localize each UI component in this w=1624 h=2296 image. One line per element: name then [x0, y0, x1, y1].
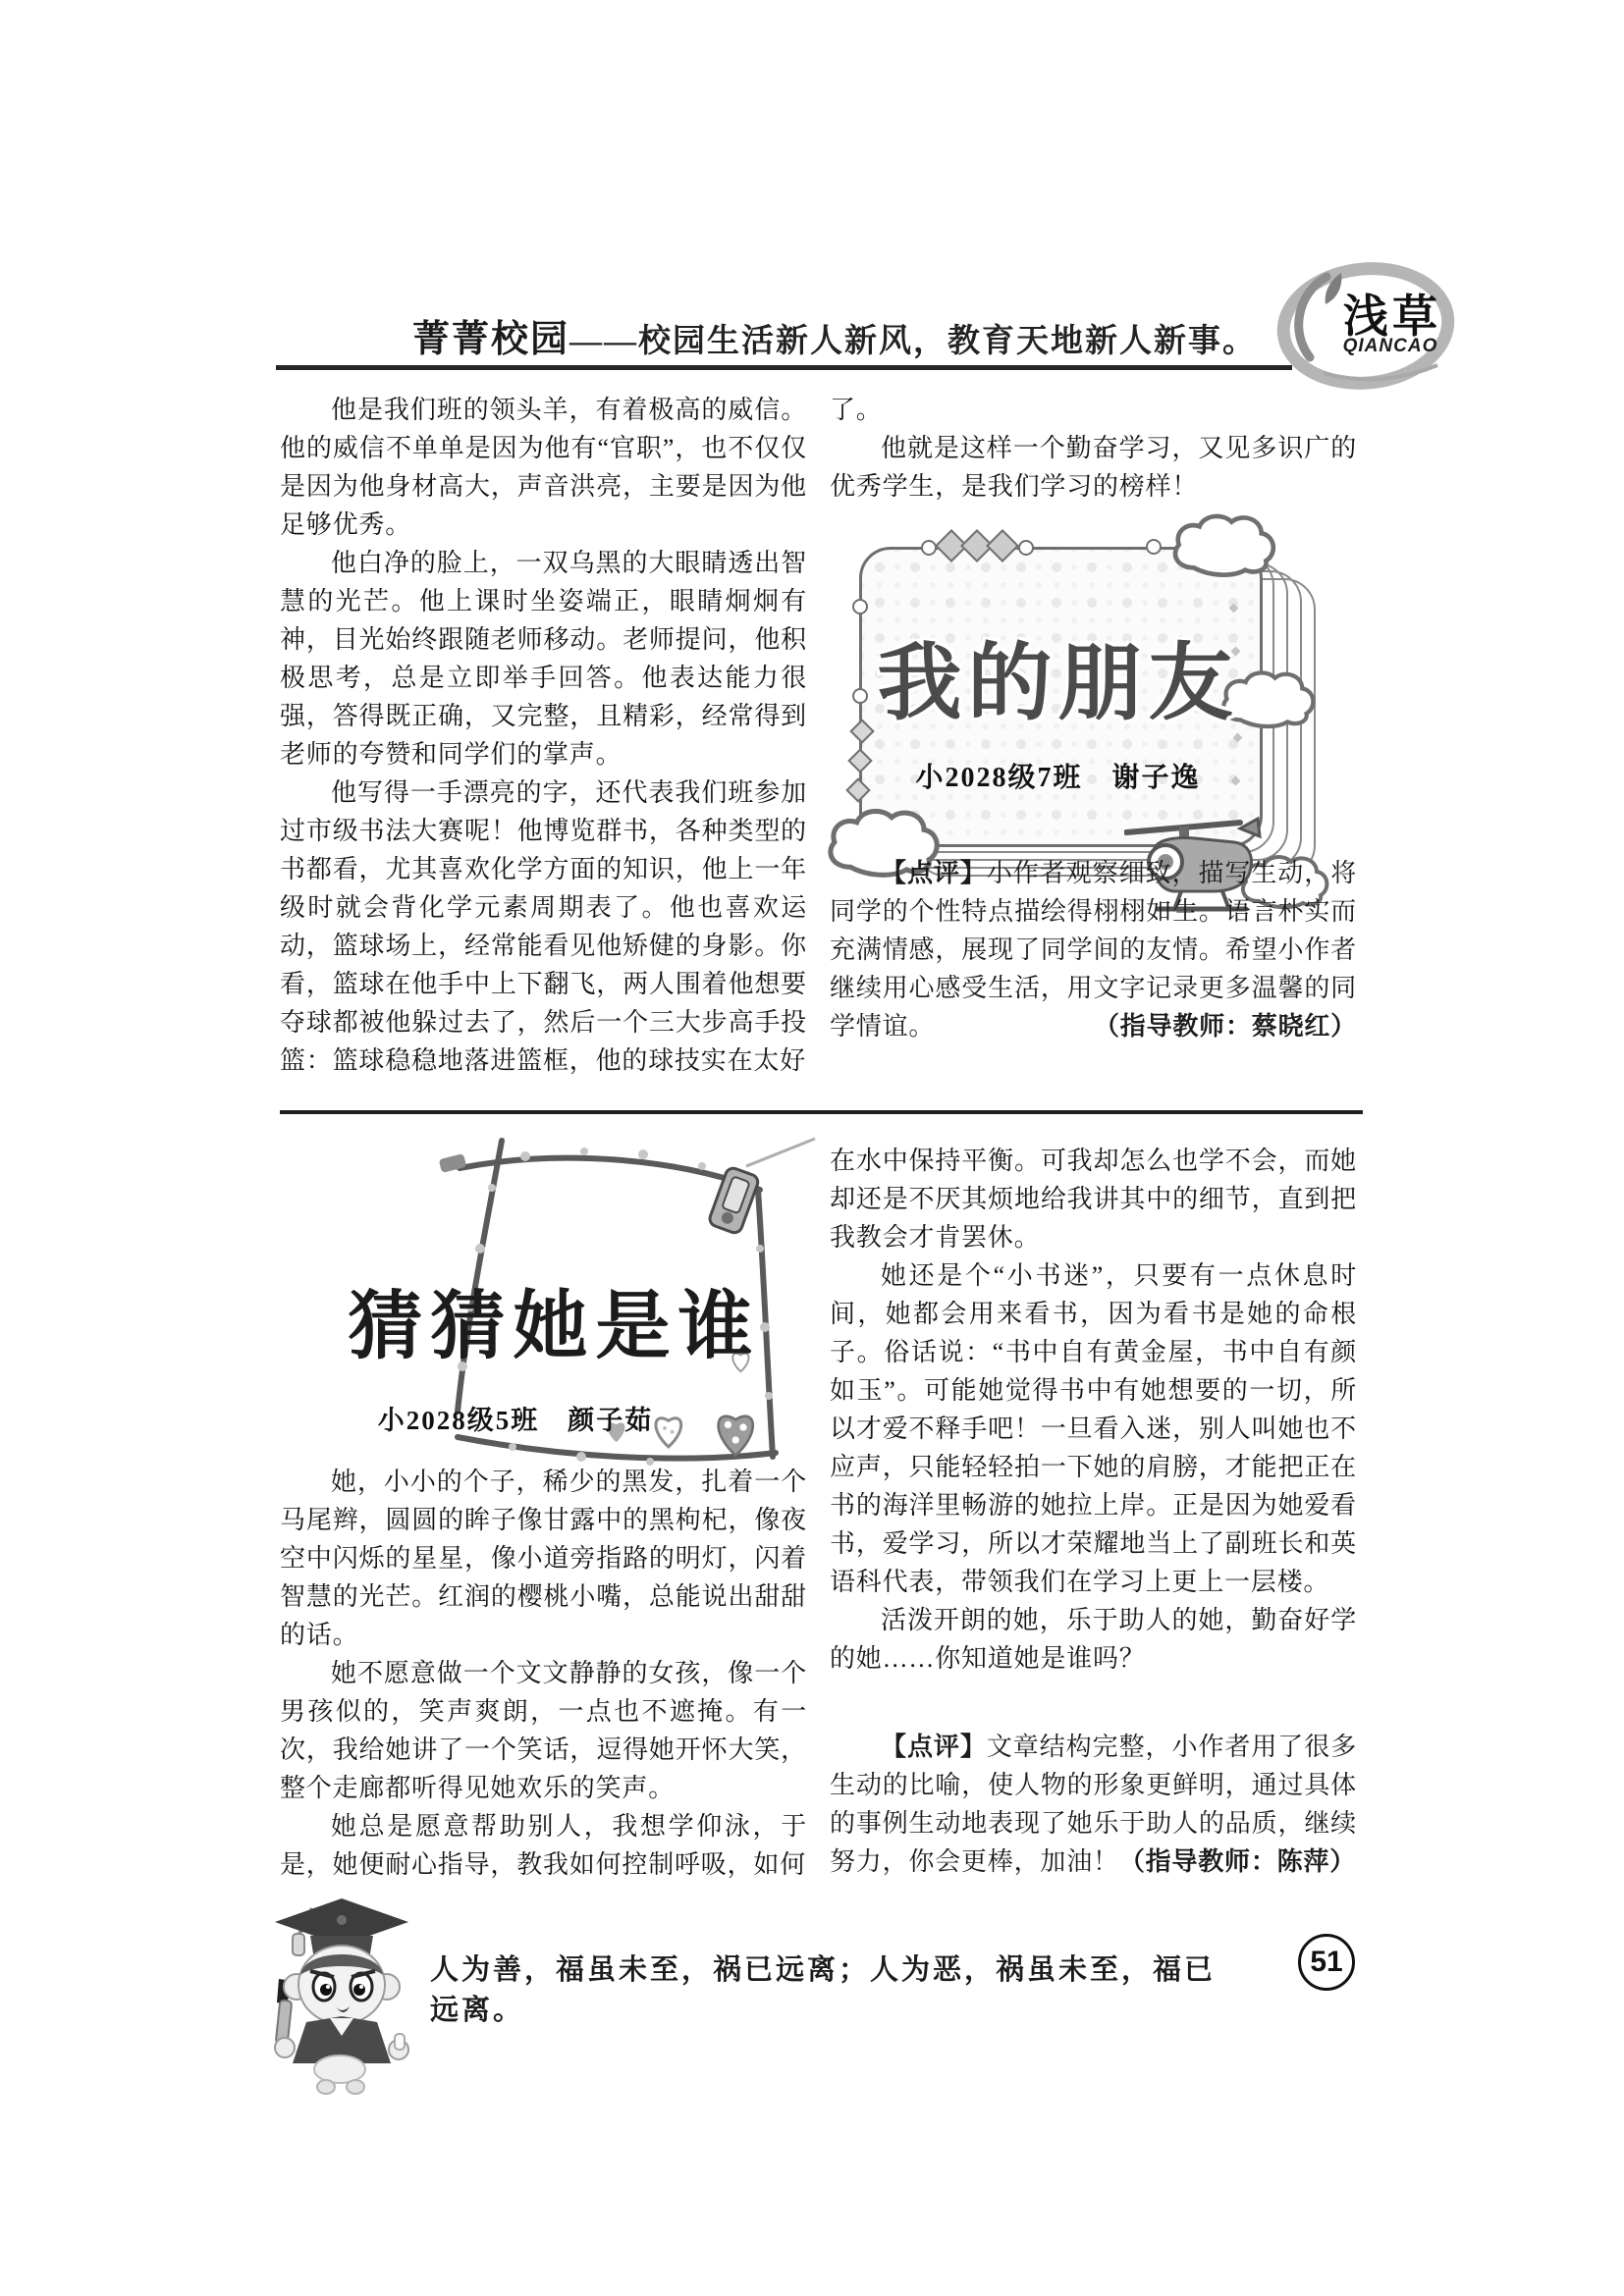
article1-paragraph-1: 他是我们班的领头羊，有着极高的威信。他的威信不单单是因为他有“官职”，也不仅仅是因为他身材高大，声音洪亮，主要是因为他足够优秀。 [280, 396, 807, 539]
cloud-icon [1164, 510, 1281, 579]
knob-icon [852, 599, 868, 614]
comment-teacher: （指导教师：陈萍） [1118, 1846, 1357, 1876]
article1-comment [830, 854, 1357, 1045]
comment-label: 【点评】 [881, 1732, 987, 1761]
comment-teacher: （指导教师：蔡晓红） [1093, 1011, 1357, 1041]
article2-paragraph-1: 她，小小的个子，稀少的黑发，扎着一个马尾辫，圆圆的眸子像甘露中的黑枸杞，像夜空中闪烁的星星，像小道旁指路的明灯，闪着智慧的光芒。红润的樱桃小嘴，总能说出甜甜的话。 [280, 1468, 807, 1649]
article1-closing-paragraph: 他就是这样一个勤奋学习，又见多识广的优秀学生，是我们学习的榜样！ [830, 434, 1357, 501]
article2-paragraph-2: 她不愿意做一个文文静静的女孩，像一个男孩似的，笑声爽朗，一点也不遮掩。有一次，我给她讲了一个笑话，逗得她开怀大笑，整个走廊都听得见她欢乐的笑声。 [280, 1659, 807, 1802]
article1-byline: 小2028级7班 谢子逸 [915, 763, 1201, 793]
article2-left-column [280, 1463, 807, 1884]
footer-motto: 人为善，福虽未至，祸已远离；人为恶，祸虽未至，福已远离。 [430, 1954, 1217, 2026]
article1-paragraph-3: 他写得一手漂亮的字，还代表我们班参加过市级书法大赛呢！他博览群书，各种类型的书都看，尤其喜欢化学方面的知识，他上一年级时就会背化学元素周期表了。他也喜欢运动，篮球场上，经常能看见他矫健的身影。你看，篮球在他手中上下翻飞，两人围着他想要夺球都被他躲过去了，然后一个三大步高手投篮：篮球稳稳地落进篮框，他的球技实在太好 [280, 778, 807, 1075]
qiancao-logo [1272, 259, 1467, 397]
article2-right-column [830, 1142, 1357, 1678]
heart-icon [719, 1416, 753, 1456]
logo-name: 浅草 [1343, 292, 1441, 342]
article2-paragraph-5: 活泼开朗的她，乐于助人的她，勤奋好学的她……你知道她是谁吗？ [830, 1606, 1357, 1673]
knob-icon [1018, 540, 1034, 556]
article2-comment [830, 1728, 1357, 1881]
comment-text: 文章结构完整，小作者用了很多生动的比喻，使人物的形象更鲜明，通过具体的事例生动地表现了她乐于助人的品质，继续努力，你会更棒，加油！ [830, 1733, 1357, 1876]
comment-text: 小作者观察细致，描写生动，将同学的个性特点描绘得栩栩如生。语言朴实而充满情感，展现了同学间的友情。希望小作者继续用心感受生活，用文字记录更多温馨的同学情谊。 [830, 859, 1357, 1041]
article2-byline: 小2028级5班 颜子茹 [377, 1406, 654, 1435]
column-title: 菁菁校园 [412, 319, 570, 360]
logo-romanized: QIANCAO [1342, 336, 1438, 356]
knob-icon [921, 540, 937, 556]
knob-icon [1146, 539, 1162, 555]
section-divider [280, 1110, 1363, 1114]
article1-continuation: 了。 [830, 396, 883, 424]
article2-paragraph-4: 她还是个“小书迷”，只要有一点休息时间，她都会用来看书，因为看书是她的命根子。俗话说：“书中自有黄金屋，书中自有颜如玉”。可能她觉得书中有她想要的一切，所以才爱不释手吧！一旦看入迷，别人叫她也不应声，只能轻轻拍一下她的肩膀，才能把正在书的海洋里畅游的她拉上岸。正是因为她爱看书，爱学习，所以才荣耀地当上了副班长和英语科代表，带领我们在学习上更上一层楼。 [830, 1261, 1357, 1596]
article2-continuation: 在水中保持平衡。可我却怎么也学不会，而她却还是不厌其烦地给我讲其中的细节，直到把我教会才肯罢休。 [830, 1147, 1357, 1252]
article2-paragraph-3: 她总是愿意帮助别人，我想学仰泳，于是，她便耐心指导，教我如何控制呼吸，如何 [280, 1812, 807, 1879]
comment-label: 【点评】 [881, 858, 987, 887]
column-tagline: ——校园生活新人新风，教育天地新人新事。 [569, 324, 1258, 359]
article1-title: 我的朋友 [877, 636, 1239, 730]
article2-title: 猜猜她是谁 [348, 1285, 761, 1368]
article1-right-column [830, 391, 1357, 506]
page-number: 51 [1298, 1934, 1355, 1991]
header-rule [276, 365, 1292, 370]
article2-title-card [285, 1129, 820, 1472]
article1-paragraph-2: 他白净的脸上，一双乌黑的大眼睛透出智慧的光芒。他上课时坐姿端正，眼睛炯炯有神，目光始终跟随老师移动。老师提问，他积极思考，总是立即举手回答。他表达能力很强，答得既正确，又完整，且精彩，经常得到老师的夸赞和同学们的掌声。 [280, 549, 807, 769]
graduate-mascot-icon [251, 1885, 428, 2096]
page-header [412, 308, 1257, 362]
article1-left-column [280, 391, 807, 1080]
